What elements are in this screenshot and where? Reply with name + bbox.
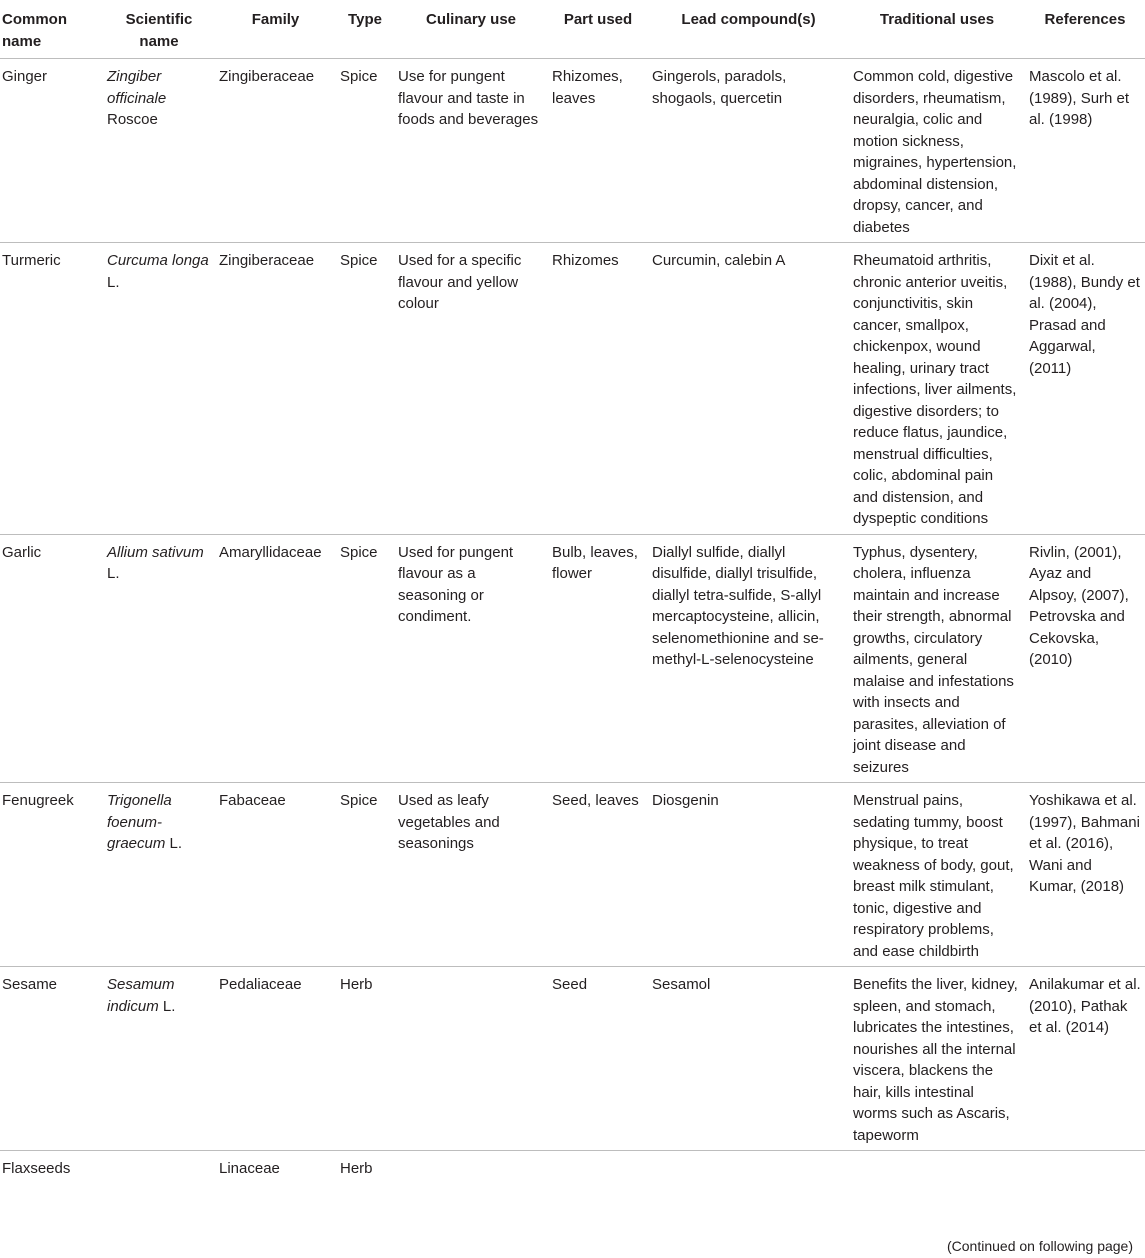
cell-culinary-use [394, 1151, 548, 1184]
cell-common-name: Ginger [0, 59, 103, 243]
cell-traditional-uses: Benefits the liver, kidney, spleen, and stomach, lubricates the intestines, nourishes all the internal viscera, blackens the hair, kills intestinal worms such as Ascaris, tapeworm [849, 967, 1025, 1151]
cell-part-used: Seed, leaves [548, 783, 648, 967]
col-header-lead-compounds: Lead compound(s) [648, 0, 849, 59]
cell-common-name: Fenugreek [0, 783, 103, 967]
cell-common-name: Sesame [0, 967, 103, 1151]
scientific-name-italic: Curcuma longa [107, 252, 209, 269]
cell-lead-compounds: Curcumin, calebin A [648, 243, 849, 535]
cell-part-used: Bulb, leaves, flower [548, 534, 648, 783]
cell-family: Amaryllidaceae [215, 534, 336, 783]
col-header-type: Type [336, 0, 394, 59]
cell-culinary-use: Use for pungent flavour and taste in foods and beverages [394, 59, 548, 243]
scientific-name-italic: Allium sativum [107, 543, 204, 561]
cell-culinary-use [394, 967, 548, 1151]
table-row [0, 1151, 1145, 1184]
cell-lead-compounds: Sesamol [648, 967, 849, 1151]
cell-scientific-name [103, 783, 215, 967]
cell-references: Anilakumar et al. (2010), Pathak et al. (2014) [1025, 967, 1145, 1151]
table-row [0, 534, 1145, 783]
cell-lead-compounds: Diallyl sulfide, diallyl disulfide, diallyl trisulfide, diallyl tetra-sulfide, S-allyl mercaptocysteine, allicin, selenomethionine and se-methyl-L-selenocysteine [648, 534, 849, 783]
cell-common-name: Flaxseeds [2, 1160, 71, 1177]
cell-family: Fabaceae [215, 783, 336, 967]
cell-traditional-uses [849, 1151, 1025, 1184]
scientific-name-italic: Trigonella foenum-graecum [107, 792, 172, 852]
cell-culinary-use: Used as leafy vegetables and seasonings [394, 783, 548, 967]
cell-family: Pedaliaceae [215, 967, 336, 1151]
scientific-name-author: Roscoe [107, 111, 158, 128]
cell-common-name: Turmeric [0, 243, 103, 535]
cell-type: Spice [336, 59, 394, 243]
cell-type: Spice [336, 783, 394, 967]
cell-lead-compounds: Diosgenin [648, 783, 849, 967]
cell-family: Zingiberaceae [215, 59, 336, 243]
cell-scientific-name [103, 243, 215, 535]
col-header-family: Family [215, 0, 336, 59]
scientific-name-author: L. [107, 273, 120, 291]
cell-scientific-name [103, 534, 215, 783]
col-header-traditional-uses: Traditional uses [849, 0, 1025, 59]
scientific-name-italic: Sesamum indicum [107, 976, 175, 1015]
cell-references: Mascolo et al. (1989), Surh et al. (1998) [1025, 59, 1145, 243]
continued-note: (Continued on following page) [946, 1238, 1133, 1254]
cell-part-used [548, 1151, 648, 1184]
cell-traditional-uses: Menstrual pains, sedating tummy, boost physique, to treat weakness of body, gout, breast milk stimulant, tonic, digestive and respiratory problems, and ease childbirth [849, 783, 1025, 967]
cell-type: Spice [336, 243, 394, 535]
cell-scientific-name [103, 59, 215, 243]
cell-scientific-name [103, 1151, 215, 1184]
cell-lead-compounds: Gingerols, paradols, shogaols, quercetin [648, 59, 849, 243]
cell-culinary-use: Used for a specific flavour and yellow colour [394, 243, 548, 535]
scientific-name-author: L. [158, 997, 176, 1015]
cell-family: Zingiberaceae [215, 243, 336, 535]
table-row [0, 783, 1145, 967]
scientific-name-author: L. [165, 835, 183, 852]
cell-part-used: Rhizomes [548, 243, 648, 535]
col-header-common-name: Common name [0, 0, 103, 59]
cell-part-used: Rhizomes, leaves [548, 59, 648, 243]
cell-lead-compounds [648, 1151, 849, 1184]
col-header-part-used: Part used [548, 0, 648, 59]
cell-references: Rivlin, (2001), Ayaz and Alpsoy, (2007), Petrovska and Cekovska, (2010) [1025, 534, 1145, 783]
col-header-scientific-name: Scientific name [103, 0, 215, 59]
cell-traditional-uses: Typhus, dysentery, cholera, influenza maintain and increase their strength, abnormal growths, circulatory ailments, general malaise and infestations with insects and parasites, alleviation of joint disease and seizures [849, 534, 1025, 783]
cell-common-name: Garlic [0, 534, 103, 783]
cell-references: Yoshikawa et al. (1997), Bahmani et al. (2016), Wani and Kumar, (2018) [1025, 783, 1145, 967]
cell-culinary-use: Used for pungent flavour as a seasoning or condiment. [394, 534, 548, 783]
table-row [0, 243, 1145, 535]
cell-scientific-name [103, 967, 215, 1151]
table-row [0, 967, 1145, 1151]
scientific-name-author: L. [107, 565, 120, 582]
col-header-references: References [1025, 0, 1145, 59]
col-header-culinary-use: Culinary use [394, 0, 548, 59]
scientific-name-italic: Zingiber officinale [107, 68, 167, 107]
cell-family: Linaceae [219, 1160, 280, 1177]
cell-references [1025, 1151, 1145, 1184]
header-row [0, 0, 1145, 59]
cell-type: Herb [336, 967, 394, 1151]
cell-traditional-uses: Rheumatoid arthritis, chronic anterior uveitis, conjunctivitis, skin cancer, smallpox, chickenpox, wound healing, urinary tract infections, liver ailments, digestive disorders; to reduce flatus, jaundice, menstrual difficulties, colic, abdominal pain and distension, and dyspeptic conditions [849, 243, 1025, 535]
cell-type: Spice [336, 534, 394, 783]
table-row [0, 59, 1145, 243]
cell-part-used: Seed [548, 967, 648, 1151]
cell-traditional-uses: Common cold, digestive disorders, rheumatism, neuralgia, colic and motion sickness, migraines, hypertension, abdominal distension, dropsy, cancer, and diabetes [849, 59, 1025, 243]
cell-type: Herb [340, 1160, 373, 1177]
cell-references: Dixit et al. (1988), Bundy et al. (2004), Prasad and Aggarwal, (2011) [1025, 243, 1145, 535]
